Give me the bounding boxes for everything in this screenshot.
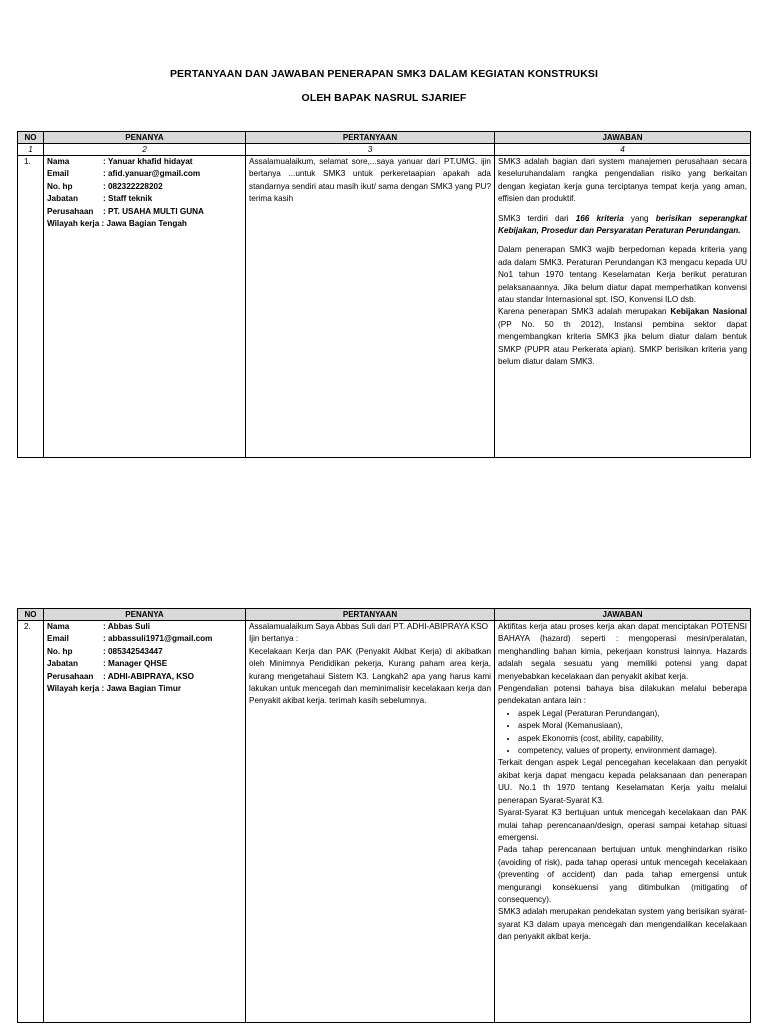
header-penanya: PENANYA xyxy=(44,609,246,621)
header-penanya: PENANYA xyxy=(44,132,246,144)
jawaban-paragraph xyxy=(498,213,747,238)
text-run: SMK3 terdiri dari xyxy=(498,213,576,223)
jawaban-paragraph: Terkait dengan aspek Legal pencegahan kecelakaan dan penyakit akibat kerja dapat mengacu kepada pelaksanaan dan penerapan UU. No.1 th 1970 tentang Keselamatan Kerja yaitu melalui penerapan Syarat-Syarat K3. xyxy=(498,758,747,805)
column-number-row xyxy=(18,144,751,156)
qa-table-2 xyxy=(17,608,751,1023)
penanya-wilayah: Wilayah kerja : Jawa Bagian Tengah xyxy=(47,219,187,229)
list-item: • aspek Ekonomis (cost, ability, capability, xyxy=(518,733,747,745)
penanya-hp: : 082322228202 xyxy=(103,181,163,191)
penanya-email: : abbassuli1971@gmail.com xyxy=(103,634,213,644)
pertanyaan-line: Kecelakaan Kerja dan PAK (Penyakit Akibat Kerja) di akibatkan oleh Minimnya Pendidikan pekerja, Kurang paham area kerja, kurang mengetahaui Sistem K3. Langkah2 apa yang harus kami lakukan untuk mencegah dan meminimalisir kecelakaan kerja dan Penyakit akibat kerja. terimah kasih sebelumnya. xyxy=(249,646,491,706)
pertanyaan-cell: Assalamualaikum, selamat sore,...saya yanuar dari PT.UMG. ijin bertanya ...untuk SMK3 untuk perkeretaapian apakah ada standarnya sendiri atau masih ikut/ sama dengan SMK3 yang PU? terima kasih xyxy=(246,156,495,458)
column-number: 3 xyxy=(246,144,495,156)
field-label: Jabatan xyxy=(47,194,78,204)
penanya-nama: : Yanuar khafid hidayat xyxy=(103,157,193,166)
field-label: Nama xyxy=(47,157,70,166)
column-number: 1 xyxy=(18,144,44,156)
text-run-bold: Kebijakan Nasional xyxy=(670,307,747,317)
jawaban-paragraph: Aktifitas kerja atau proses kerja akan dapat menciptakan POTENSI BAHAYA (hazard) seperti : mengoperasi mesin/peralatan, menghandling bahan kimia, pekerjaan konstrusi lainnya. Hazards adalah segala sesuatu yang memiliki potensi yang dapat menyebabkan kecelakaan dan penyakit akibat kerja. xyxy=(498,622,747,681)
text-run: Karena penerapan SMK3 adalah merupakan xyxy=(498,307,671,317)
jawaban-paragraph: SMK3 adalah bagian dari system manajemen perusahaan secara keseluruhandalam rangka pengendalian risiko yang berkaitan dengan kegiatan kerja guna terciptanya tempat kerja yang aman, effisien dan produktif. xyxy=(498,157,747,204)
field-label: Nama xyxy=(47,622,70,631)
field-label: Perusahaan xyxy=(47,206,94,216)
penanya-nama: : Abbas Suli xyxy=(103,622,151,631)
text-run-bold-italic: berisikan seperangkat Kebijakan, Prosedur dan Persyaratan Peraturan Perundangan. xyxy=(498,213,748,236)
penanya-wilayah: Wilayah kerja : Jawa Bagian Timur xyxy=(47,684,182,694)
penanya-jabatan: : Staff teknik xyxy=(103,194,153,204)
document-title: PERTANYAAN DAN JAWABAN PENERAPAN SMK3 DALAM KEGIATAN KONSTRUKSI xyxy=(169,68,599,80)
penanya-cell xyxy=(44,156,246,458)
list-item: • aspek Legal (Peraturan Perundangan), xyxy=(518,708,747,720)
jawaban-bullet-list xyxy=(498,708,747,758)
jawaban-paragraph: SMK3 adalah merupakan pendekatan system yang berisikan syarat-syarat K3 dalam upaya mencegah dan mengendalikan kecelakaan dan penyakit akibat kerja. xyxy=(498,907,747,942)
header-jawaban: JAWABAN xyxy=(495,609,751,621)
text-run: yang xyxy=(623,213,656,223)
table-header-row xyxy=(18,132,751,144)
field-label: No. hp xyxy=(47,646,73,656)
column-number: 2 xyxy=(44,144,246,156)
jawaban-cell xyxy=(495,621,751,1023)
field-label: Perusahaan xyxy=(47,671,94,681)
jawaban-paragraph: Pada tahap perencanaan bertujuan untuk menghindarkan risiko (avoiding of risk), pada tahap operasi untuk mencegah kecelakaan (preventing of accident) dan pada tahap emergensi untuk mengurangi konsekuensi yang ditimbulkan (mitigating of consequency). xyxy=(498,845,747,904)
penanya-perusahaan: : ADHI-ABIPRAYA, KSO xyxy=(103,671,194,681)
table-row xyxy=(18,156,751,458)
row-number: 1. xyxy=(18,156,44,458)
field-label: No. hp xyxy=(47,181,73,191)
jawaban-paragraph: Syarat-Syarat K3 bertujuan untuk mencegah kecelakaan dan PAK mulai tahap perencanaan/design, operasi sampai ketahap situasi emergensi. xyxy=(498,808,747,842)
table-header-row xyxy=(18,609,751,621)
jawaban-cell xyxy=(495,156,751,458)
header-pertanyaan: PERTANYAAN xyxy=(246,609,495,621)
penanya-email: : afid.yanuar@gmail.com xyxy=(103,169,201,179)
list-item: • competency, values of property, environment damage). xyxy=(518,745,747,757)
text-run-bold-italic: 166 kriteria xyxy=(575,213,624,223)
table-row xyxy=(18,621,751,1023)
list-item: • aspek Moral (Kemanusiaan), xyxy=(518,720,747,732)
qa-table-1 xyxy=(17,131,751,458)
header-pertanyaan: PERTANYAAN xyxy=(246,132,495,144)
pertanyaan-line: Ijin bertanya : xyxy=(249,634,299,644)
field-label: Email xyxy=(47,169,69,179)
pertanyaan-line: Assalamualaikum Saya Abbas Suli dari PT. ADHI-ABIPRAYA KSO xyxy=(249,622,489,631)
penanya-cell xyxy=(44,621,246,1023)
document-subtitle: OLEH BAPAK NASRUL SJARIEF xyxy=(301,92,467,104)
jawaban-paragraph xyxy=(498,306,747,368)
text-run: (PP No. 50 th 2012), Instansi pembina sektor dapat mengembangkan kriteria SMK3 jika belum diatur dalam bentuk SMKP (PUPR atau Perkerata apian). SMKP berisikan kriteria yang belum diatur dalam SMK3. xyxy=(498,319,747,367)
field-label: Email xyxy=(47,634,69,644)
penanya-perusahaan: : PT. USAHA MULTI GUNA xyxy=(103,206,204,216)
column-number: 4 xyxy=(495,144,751,156)
header-no: NO xyxy=(18,132,44,144)
field-label: Jabatan xyxy=(47,659,78,669)
header-no: NO xyxy=(18,609,44,621)
penanya-jabatan: : Manager QHSE xyxy=(103,659,168,669)
pertanyaan-cell xyxy=(246,621,495,1023)
jawaban-paragraph: Dalam penerapan SMK3 wajib berpedoman kepada kriteria yang ada dalam SMK3. Peraturan Perundangan K3 mengacu kepada UU No1 tahun 1970 tentang Keselamatan Kerja berikut peraturan pelaksanaannya. Jika belum diatur dapat memperhatikan konvensi atau standar Internasional spt. ISO, Konvensi ILO dsb. xyxy=(498,245,747,305)
row-number: 2. xyxy=(18,621,44,1023)
penanya-hp: : 085342543447 xyxy=(103,646,163,656)
header-jawaban: JAWABAN xyxy=(495,132,751,144)
jawaban-paragraph: Pengendalian potensi bahaya bisa dilakukan melalui beberapa pendekatan antara lain : xyxy=(498,684,747,706)
